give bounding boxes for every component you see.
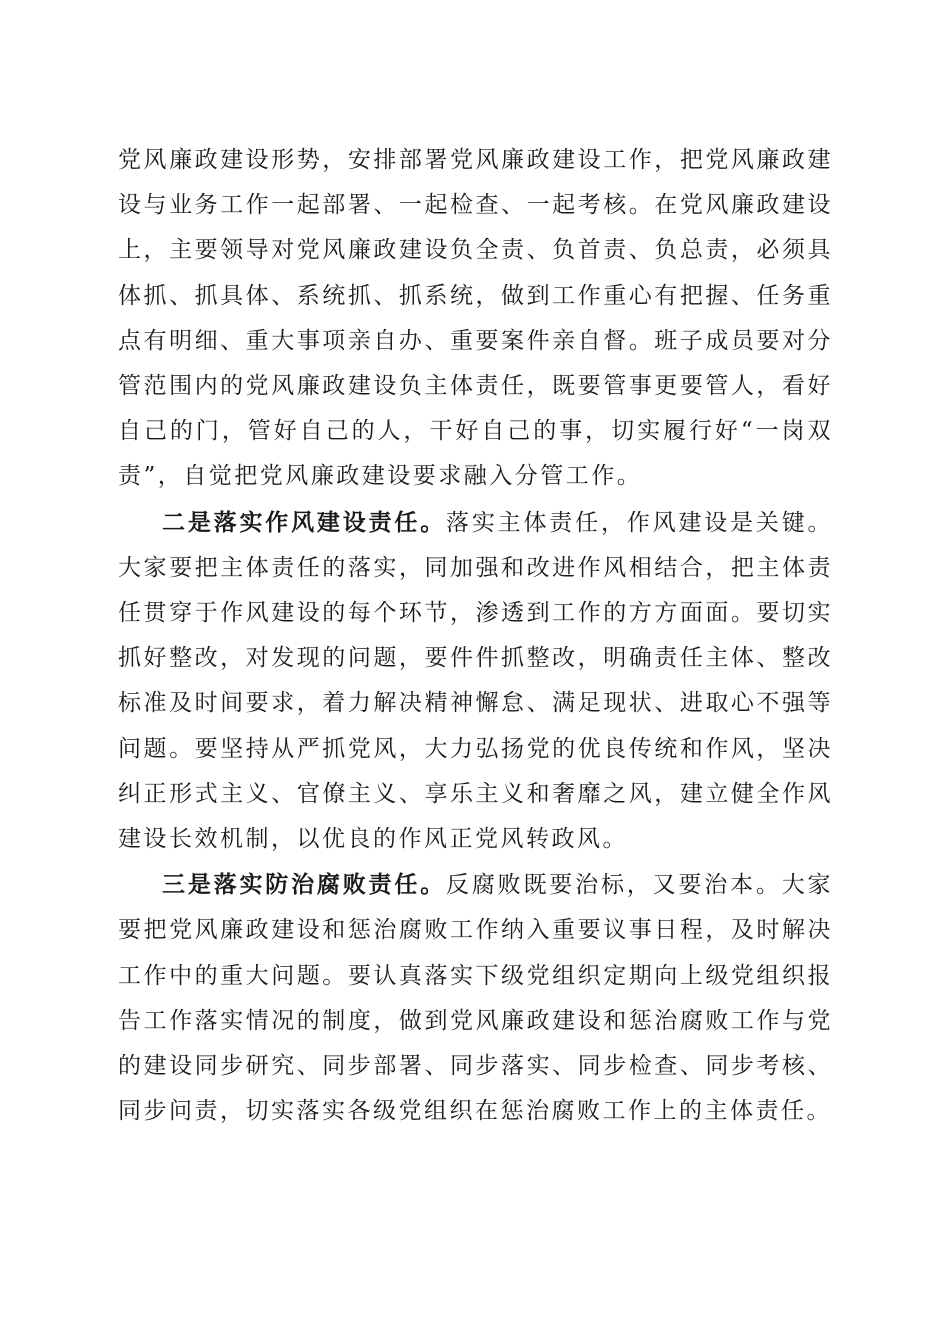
paragraph-text: 党风廉政建设形势，安排部署党风廉政建设工作，把党风廉政建设与业务工作一起部署、一起检查、一起考核。在党风廉政建设上，主要领导对党风廉政建设负全责、负首责、负总责，必须具体抓、抓具体、系统抓、抓系统，做到工作重心有把握、任务重点有明细、重大事项亲自办、重要案件亲自督。班子成员要对分管范围内的党风廉政建设负主体责任，既要管事更要管人，看好自己的门，管好自己的人，干好自己的事，切实履行好“一岗双责”，自觉把党风廉政建设要求融入分管工作。 (118, 147, 833, 490)
document-body (118, 138, 833, 1134)
paragraph-text: 反腐败既要治标，又要治本。大家要把党风廉政建设和惩治腐败工作纳入重要议事日程，及时解决工作中的重大问题。要认真落实下级党组织定期向上级党组织报告工作落实情况的制度，做到党风廉政建设和惩治腐败工作与党的建设同步研究、同步部署、同步落实、同步检查、同步考核、同步问责，切实落实各级党组织在惩治腐败工作上的主体责任。 (118, 872, 834, 1125)
paragraph-party-conduct-continuation (118, 138, 833, 500)
paragraph-text: 落实主体责任，作风建设是关键。大家要把主体责任的落实，同加强和改进作风相结合，把主体责任贯穿于作风建设的每个环节，渗透到工作的方方面面。要切实抓好整改，对发现的问题，要件件抓整改，明确责任主体、整改标准及时间要求，着力解决精神懈怠、满足现状、进取心不强等问题。要坚持从严抓党风，大力弘扬党的优良传统和作风，坚决纠正形式主义、官僚主义、享乐主义和奢靡之风，建立健全作风建设长效机制，以优良的作风正党风转政风。 (118, 509, 834, 853)
paragraph-work-style-responsibility (118, 500, 833, 863)
paragraph-anti-corruption-responsibility (118, 862, 833, 1134)
paragraph-lead-heading: 三是落实防治腐败责任。 (162, 871, 447, 899)
paragraph-lead-heading: 二是落实作风建设责任。 (162, 508, 447, 536)
